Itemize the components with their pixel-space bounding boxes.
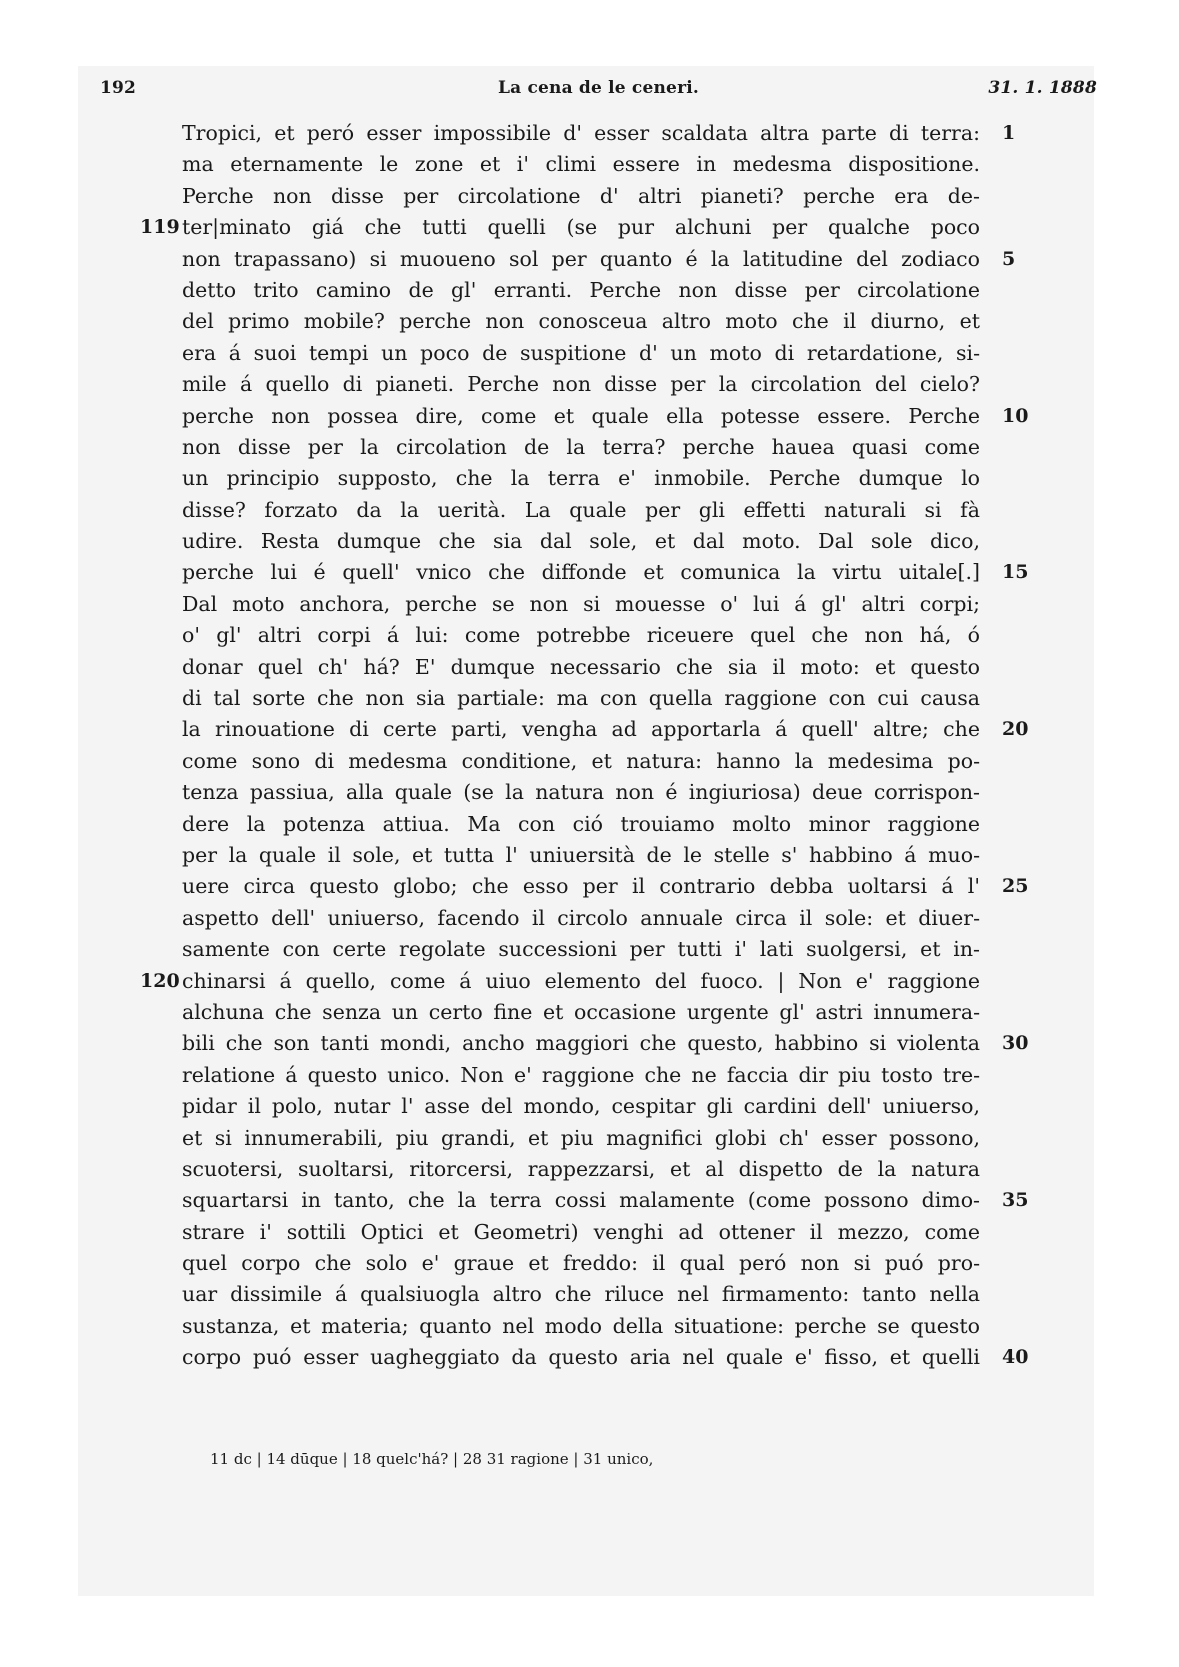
text-line bbox=[182, 871, 1029, 902]
line-number: 10 bbox=[1002, 404, 1029, 427]
line-text: uar dissimile á qualsiuogla altro che riluce nel firmamento: tanto nella bbox=[182, 1282, 980, 1307]
line-text: sustanza, et materia; quanto nel modo della situatione: perche se questo bbox=[182, 1313, 980, 1338]
line-text: la rinouatione di certe parti, vengha ad apportarla á quell' altre; che bbox=[182, 717, 980, 742]
line-text: di tal sorte che non sia partiale: ma con quella raggione con cui causa bbox=[182, 686, 980, 711]
line-number: 20 bbox=[1002, 718, 1029, 741]
line-number: 40 bbox=[1002, 1346, 1029, 1369]
text-line bbox=[182, 526, 980, 557]
line-text: pidar il polo, nutar l' asse del mondo, cespitar gli cardini dell' uniuerso, bbox=[182, 1094, 980, 1119]
header-date: 31. 1. 1888 bbox=[988, 78, 1097, 98]
line-text: non trapassano) si muoueno sol per quanto é la latitudine del zodiaco bbox=[182, 246, 980, 271]
line-number: 25 bbox=[1002, 875, 1029, 898]
line-text: tenza passiua, alla quale (se la natura non é ingiuriosa) deue corrispon- bbox=[182, 780, 980, 805]
line-text: uere circa questo globo; che esso per il contrario debba uoltarsi á l' bbox=[182, 874, 980, 899]
running-header bbox=[100, 78, 1097, 104]
text-line bbox=[182, 903, 980, 934]
text-line bbox=[182, 244, 1016, 275]
text-line bbox=[182, 1248, 980, 1279]
body-text bbox=[140, 118, 1029, 1374]
line-text: disse? forzato da la uerità. La quale per gli effetti naturali si fà bbox=[182, 497, 980, 522]
footnote: 11 dc | 14 dūque | 18 quelc'há? | 28 31 ragione | 31 unico, bbox=[210, 1450, 654, 1468]
text-line bbox=[182, 620, 980, 651]
original-page-marker: 120 bbox=[140, 969, 180, 992]
text-line bbox=[182, 714, 1029, 745]
text-line bbox=[182, 746, 980, 777]
line-number: 30 bbox=[1002, 1032, 1029, 1055]
text-line bbox=[182, 1028, 1029, 1059]
text-line bbox=[182, 777, 980, 808]
line-number: 1 bbox=[1002, 122, 1016, 144]
text-line bbox=[182, 683, 980, 714]
line-text: scuotersi, suoltarsi, ritorcersi, rappezzarsi, et al dispetto de la natura bbox=[182, 1156, 980, 1181]
line-text: era á suoi tempi un poco de suspitione d' un moto di retardatione, si- bbox=[182, 340, 980, 365]
line-text: ter|minato giá che tutti quelli (se pur alchuni per qualche poco bbox=[182, 215, 980, 240]
line-text: o' gl' altri corpi á lui: come potrebbe riceuere quel che non há, ó bbox=[182, 623, 980, 648]
line-text: strare i' sottili Optici et Geometri) venghi ad ottener il mezzo, come bbox=[182, 1219, 980, 1244]
text-line bbox=[182, 495, 980, 526]
line-text: Perche non disse per circolatione d' altri pianeti? perche era de- bbox=[182, 183, 980, 208]
text-line bbox=[182, 338, 980, 369]
line-text: quel corpo che solo e' graue et freddo: il qual peró non si puó pro- bbox=[182, 1251, 980, 1276]
original-page-marker: 119 bbox=[140, 216, 180, 239]
text-line bbox=[182, 1091, 980, 1122]
text-line bbox=[140, 966, 980, 997]
text-line bbox=[182, 1123, 980, 1154]
line-text: samente con certe regolate successioni per tutti i' lati suolgersi, et in- bbox=[182, 937, 980, 962]
text-line bbox=[182, 652, 980, 683]
line-text: alchuna che senza un certo fine et occasione urgente gl' astri innumera- bbox=[182, 999, 980, 1024]
text-line bbox=[182, 1217, 980, 1248]
line-text: Dal moto anchora, perche se non si mouesse o' lui á gl' altri corpi; bbox=[182, 591, 980, 616]
text-line bbox=[182, 369, 980, 400]
line-text: dere la potenza attiua. Ma con ció trouiamo molto minor raggione bbox=[182, 811, 980, 836]
text-line bbox=[182, 1279, 980, 1310]
text-line bbox=[182, 432, 980, 463]
line-text: aspetto dell' uniuerso, facendo il circolo annuale circa il sole: et diuer- bbox=[182, 905, 980, 930]
line-number: 35 bbox=[1002, 1189, 1029, 1212]
text-line bbox=[182, 840, 980, 871]
line-text: un principio supposto, che la terra e' inmobile. Perche dumque lo bbox=[182, 466, 980, 491]
line-text: Tropici, et peró esser impossibile d' esser scaldata altra parte di terra: bbox=[182, 121, 980, 145]
text-line bbox=[182, 181, 980, 212]
text-line bbox=[182, 1060, 980, 1091]
line-text: come sono di medesma conditione, et natura: hanno la medesima po- bbox=[182, 748, 980, 773]
line-text: donar quel ch' há? E' dumque necessario che sia il moto: et questo bbox=[182, 654, 980, 679]
text-line bbox=[182, 118, 1016, 149]
text-line bbox=[182, 997, 980, 1028]
text-line bbox=[182, 1185, 1029, 1216]
line-text: udire. Resta dumque che sia dal sole, et dal moto. Dal sole dico, bbox=[182, 529, 980, 554]
line-text: relatione á questo unico. Non e' raggione che ne faccia dir piu tosto tre- bbox=[182, 1062, 980, 1087]
text-line bbox=[140, 212, 980, 243]
text-line bbox=[182, 809, 980, 840]
text-line bbox=[182, 1342, 1029, 1373]
text-line bbox=[182, 401, 1029, 432]
text-line bbox=[182, 589, 980, 620]
line-text: perche lui é quell' vnico che diffonde et comunica la virtu uitale[.] bbox=[182, 560, 980, 585]
line-number: 5 bbox=[1002, 247, 1016, 270]
page-number: 192 bbox=[100, 78, 137, 98]
line-text: mile á quello di pianeti. Perche non disse per la circolation del cielo? bbox=[182, 372, 980, 397]
text-line bbox=[182, 934, 980, 965]
line-text: ma eternamente le zone et i' climi essere in medesma dispositione. bbox=[182, 152, 980, 177]
line-text: per la quale il sole, et tutta l' uniuersità de le stelle s' habbino á muo- bbox=[182, 842, 980, 867]
line-text: chinarsi á quello, come á uiuo elemento del fuoco. | Non e' raggione bbox=[182, 968, 980, 993]
line-text: bili che son tanti mondi, ancho maggiori che questo, habbino si violenta bbox=[182, 1031, 980, 1056]
text-line bbox=[182, 275, 980, 306]
line-text: del primo mobile? perche non conosceua altro moto che il diurno, et bbox=[182, 309, 980, 334]
line-text: non disse per la circolation de la terra? perche hauea quasi come bbox=[182, 434, 980, 459]
page-title: La cena de le ceneri. bbox=[497, 78, 700, 98]
text-line bbox=[182, 1311, 980, 1342]
line-text: squartarsi in tanto, che la terra cossi malamente (come possono dimo- bbox=[182, 1188, 980, 1213]
text-line bbox=[182, 1154, 980, 1185]
text-line bbox=[182, 557, 1029, 588]
line-text: perche non possea dire, come et quale ella potesse essere. Perche bbox=[182, 403, 980, 428]
text-line bbox=[182, 463, 980, 494]
line-text: corpo puó esser uagheggiato da questo aria nel quale e' fisso, et quelli bbox=[182, 1345, 980, 1370]
line-text: et si innumerabili, piu grandi, et piu magnifici globi ch' esser possono, bbox=[182, 1125, 980, 1150]
text-line bbox=[182, 306, 980, 337]
text-line bbox=[182, 149, 980, 180]
line-text: detto trito camino de gl' erranti. Perche non disse per circolatione bbox=[182, 277, 980, 302]
line-number: 15 bbox=[1002, 561, 1029, 584]
